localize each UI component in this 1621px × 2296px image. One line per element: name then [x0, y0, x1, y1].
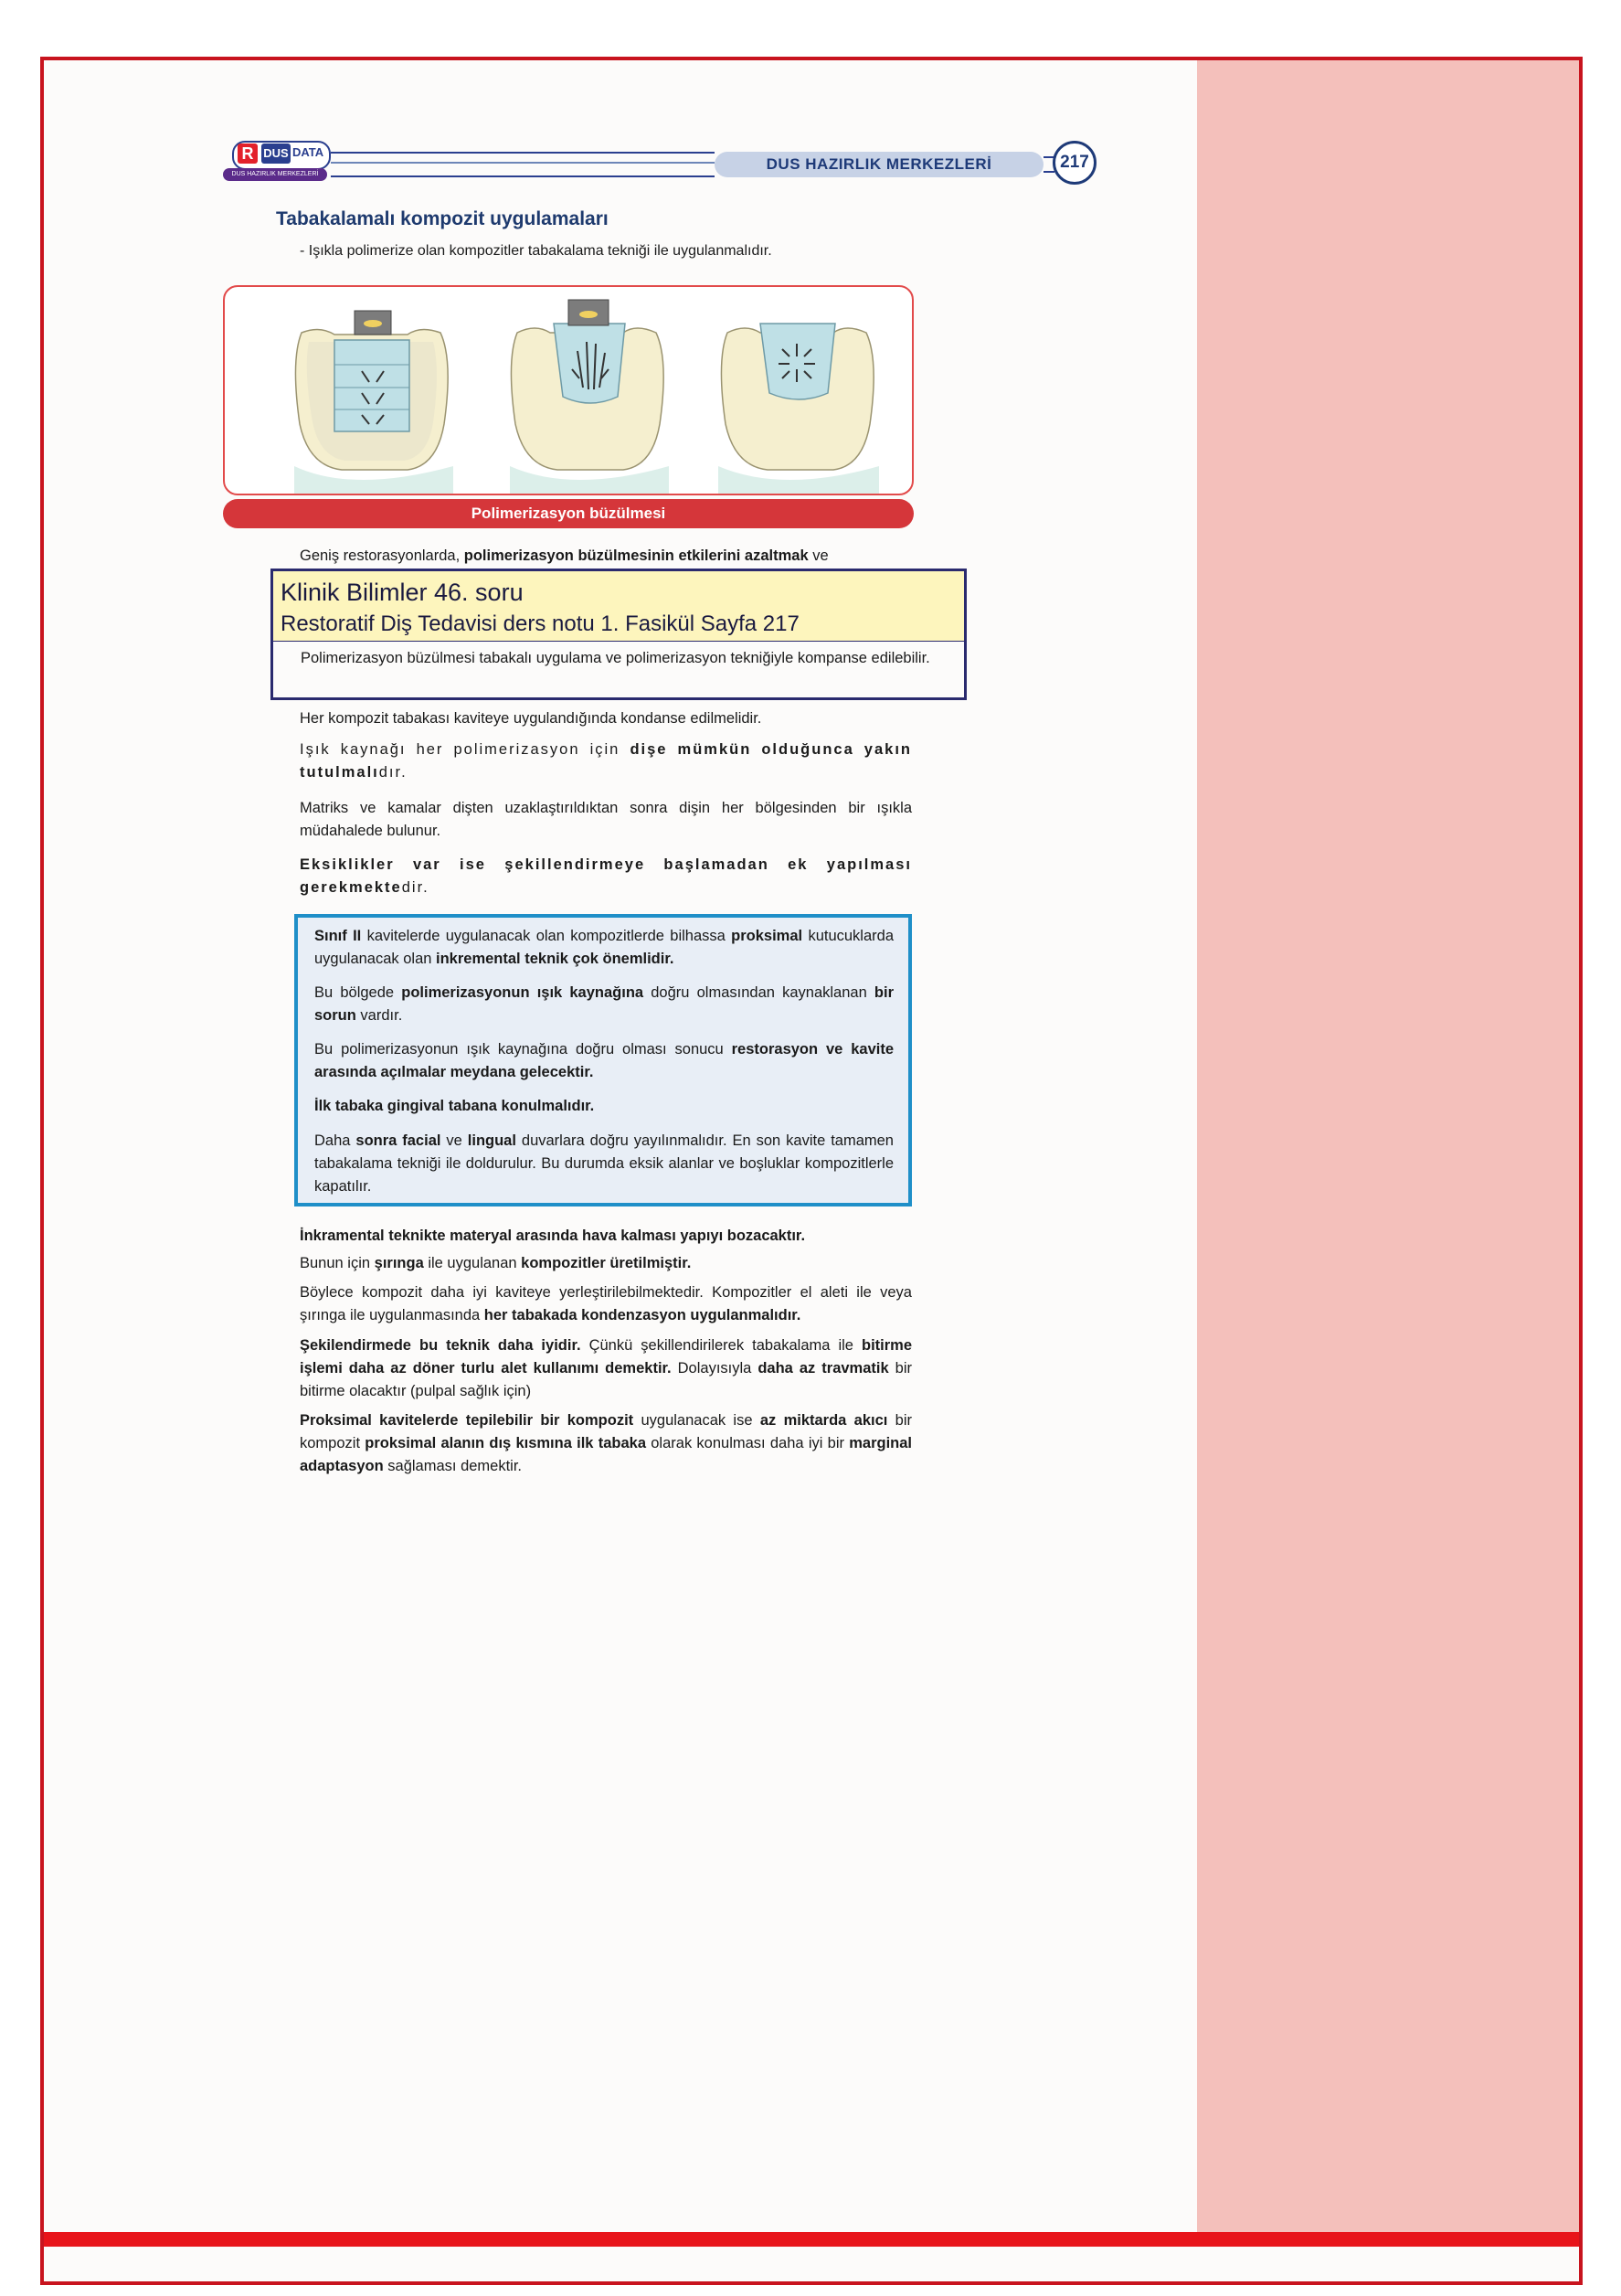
bullet-item: - Işıkla polimerize olan kompozitler tabakalama tekniği ile uygulanmalıdır.	[300, 243, 772, 259]
figure-caption: Polimerizasyon büzülmesi	[223, 499, 914, 528]
better-placement-paragraph: Böylece kompozit daha iyi kaviteye yerleştirilebilmektedir. Kompozitler el aleti ile veya şırınga ile uygulanmasında her tabakada kondenzasyon uygulanmalıdır.	[300, 1284, 912, 1323]
logo-strip: DUS HAZIRLIK MERKEZLERİ	[223, 168, 327, 181]
box-paragraph-3: Bu polimerizasyonun ışık kaynağına doğru olması sonucu restorasyon ve kavite arasında açılmalar meydana gelecektir.	[314, 1041, 894, 1080]
reference-line-1: Klinik Bilimler 46. soru	[281, 579, 524, 606]
logo-r-mark: R	[238, 144, 258, 164]
missing-paragraph: Eksiklikler var ise şekillendirmeye başlamadan ek yapılması gerekmektedir.	[300, 856, 912, 896]
section-title: Tabakalamalı kompozit uygulamaları	[276, 208, 609, 229]
light-source-paragraph: Işık kaynağı her polimerizasyon için dişe mümkün olduğunca yakın tutulmalıdır.	[300, 741, 913, 781]
highlighted-answer-box	[270, 642, 967, 700]
proximal-paragraph: Proksimal kavitelerde tepilebilir bir kompozit uygulanacak ise az miktarda akıcı bir kompozit proksimal alanın dış kısmına ilk tabaka olarak konulması daha iyi bir marginal adaptasyon sağlaması demektir.	[300, 1412, 913, 1474]
box-paragraph-2: Bu bölgede polimerizasyonun ışık kaynağına doğru olmasından kaynaklanan bir sorun vardır.	[314, 984, 895, 1024]
bottom-border-bar	[44, 2232, 1579, 2247]
side-margin-panel	[1197, 60, 1579, 2236]
condense-paragraph: Her kompozit tabakası kaviteye uygulandığında kondanse edilmelidir.	[300, 710, 762, 727]
highlighted-answer-text: Polimerizasyon büzülmesi tabakalı uygulama ve polimerizasyon tekniğiyle kompanse edilebilir.	[301, 650, 930, 666]
shaping-paragraph: Şekilendirmede bu teknik daha iyidir. Çünkü şekillendirilerek tabakalama ile bitirme işlemi daha az döner turlu alet kullanımı demektir. Dolayısıyla daha az travmatik bir bitirme olacaktır (pulpal sağlık için)	[300, 1337, 913, 1399]
tooth-illustration-1	[294, 311, 453, 494]
tooth-illustration-3	[718, 324, 879, 494]
tooth-illustrations	[225, 287, 912, 494]
tooth-figure	[223, 285, 914, 495]
logo-data: DATA	[292, 145, 324, 159]
air-paragraph: İnkramental teknikte materyal arasında hava kalması yapıyı bozacaktır.	[300, 1228, 806, 1244]
box-paragraph-4: İlk tabaka gingival tabana konulmalıdır.	[314, 1098, 595, 1114]
page-number: 217	[1053, 141, 1097, 185]
box-paragraph-1: Sınıf II kavitelerde uygulanacak olan kompozitlerde bilhassa proksimal kutucuklarda uygulanacak olan inkremental teknik çok önemlidir.	[314, 928, 894, 967]
logo-dus: DUS	[261, 144, 291, 164]
box-paragraph-5: Daha sonra facial ve lingual duvarlara doğru yayılınmalıdır. En son kavite tamamen tabakalama tekniği ile doldurulur. Bu durumda eksik alanlar ve boşluklar kompozitlerle kapatılır.	[314, 1132, 894, 1195]
dusdata-logo	[219, 135, 331, 188]
class-ii-info-box	[294, 914, 912, 1206]
header-banner: DUS HAZIRLIK MERKEZLERİ	[715, 152, 1044, 177]
syringe-paragraph: Bunun için şırınga ile uygulanan kompozitler üretilmiştir.	[300, 1255, 692, 1271]
reference-line-2: Restoratif Diş Tedavisi ders notu 1. Fasikül Sayfa 217	[281, 611, 800, 636]
question-reference-box	[270, 569, 967, 643]
matrix-paragraph: Matriks ve kamalar dişten uzaklaştırıldıktan sonra dişin her bölgesinden bir ışıkla müdahalede bulunur.	[300, 800, 912, 839]
header-rule	[331, 152, 715, 177]
intro-paragraph: Geniş restorasyonlarda, polimerizasyon büzülmesinin etkilerini azaltmak ve	[300, 547, 829, 564]
tooth-illustration-2	[510, 300, 669, 494]
